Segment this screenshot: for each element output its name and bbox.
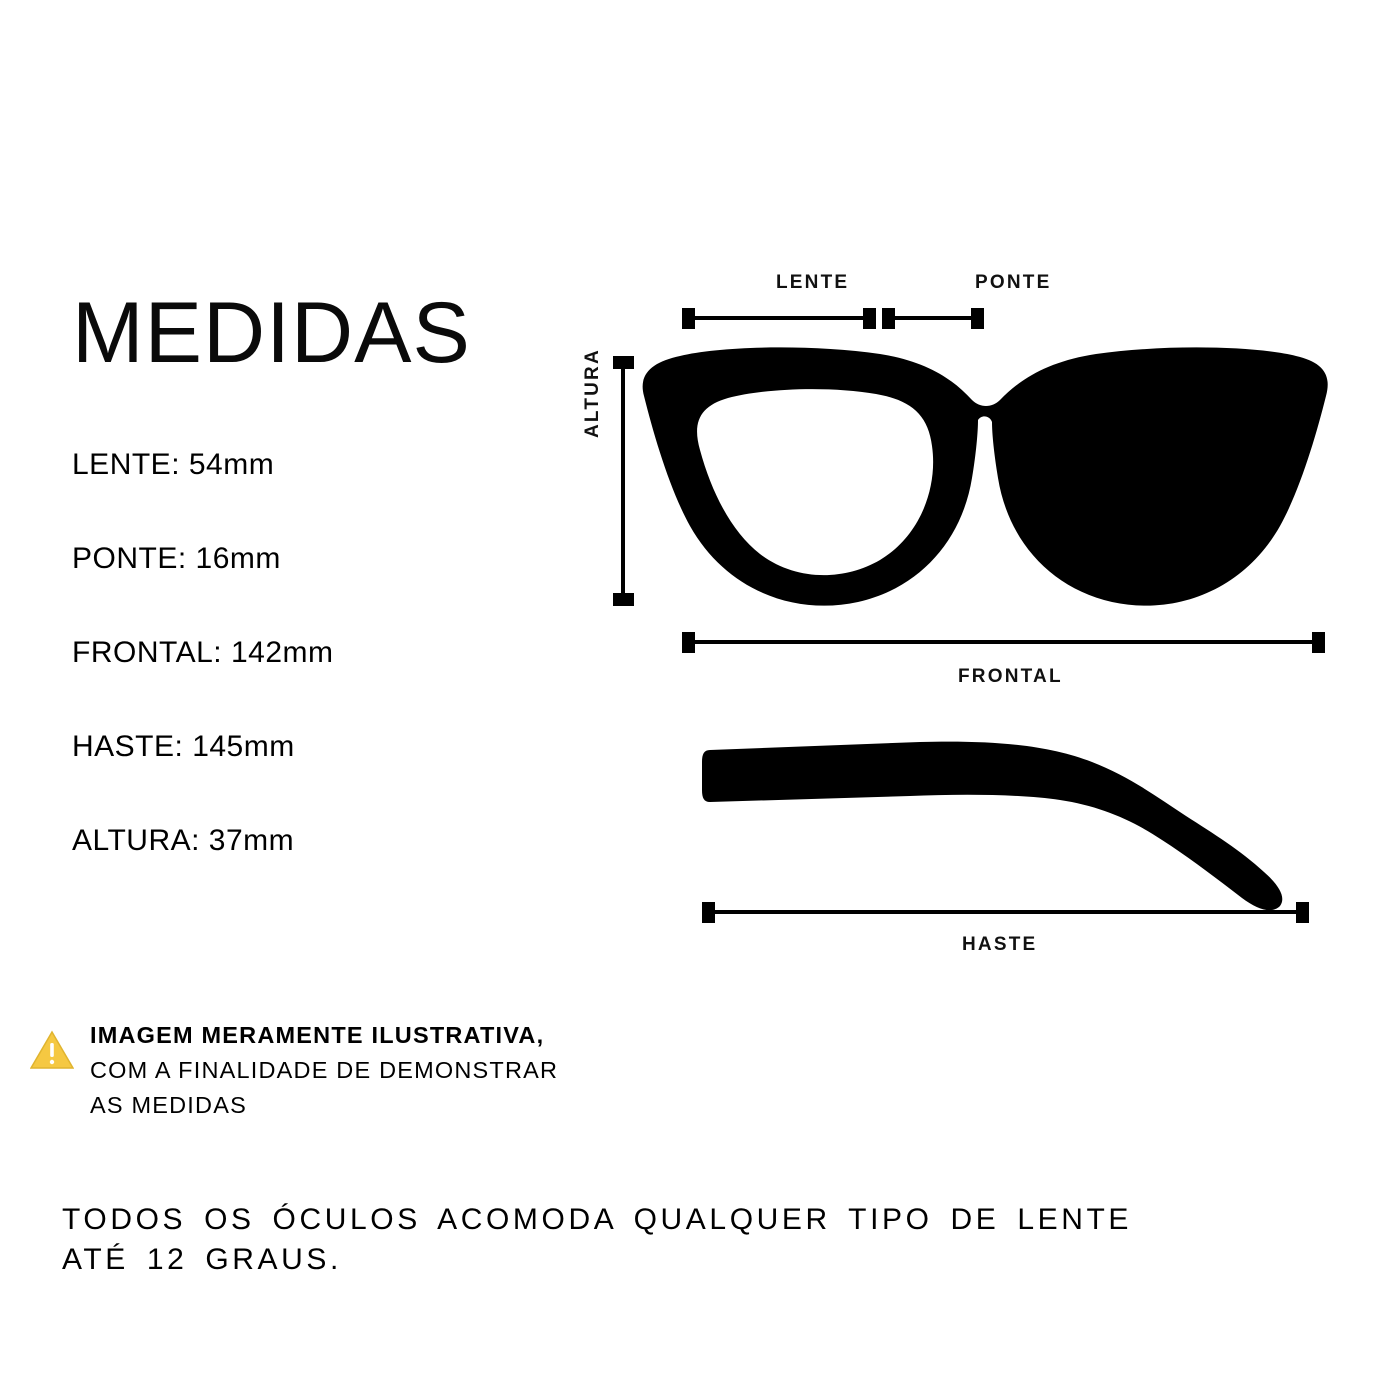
footer-line-2: ATÉ 12 GRAUS. (62, 1242, 342, 1276)
footer-line-1: TODOS OS ÓCULOS ACOMODA QUALQUER TIPO DE LENTE (62, 1203, 1133, 1236)
measurement-row-ponte: PONTE: 16mm (72, 542, 281, 575)
dimension-label-lente: LENTE (776, 272, 850, 293)
page-title: MEDIDAS (72, 285, 471, 381)
measurement-row-haste: HASTE: 145mm (72, 730, 295, 763)
disclaimer-notice (30, 1018, 790, 1122)
dimension-label-ponte: PONTE (975, 272, 1052, 293)
measurement-row-altura: ALTURA: 37mm (72, 824, 295, 857)
measurement-row-lente: LENTE: 54mm (72, 448, 275, 481)
measurements-panel (72, 285, 592, 918)
disclaimer-line-1: IMAGEM MERAMENTE ILUSTRATIVA, (90, 1022, 545, 1048)
warning-triangle-icon (30, 1030, 74, 1070)
disclaimer-text (90, 1018, 558, 1122)
dimension-label-altura: ALTURA (582, 348, 603, 438)
eyeglasses-temple-silhouette (580, 250, 1370, 980)
disclaimer-line-2: COM A FINALIDADE DE DEMONSTRAR (90, 1056, 559, 1083)
disclaimer-line-3: AS MEDIDAS (90, 1091, 247, 1118)
footer-note (62, 1200, 1332, 1279)
dimension-label-frontal: FRONTAL (958, 666, 1063, 687)
dimension-label-haste: HASTE (962, 934, 1038, 955)
measurement-row-frontal: FRONTAL: 142mm (72, 636, 334, 669)
glasses-measurement-diagram (580, 250, 1370, 980)
